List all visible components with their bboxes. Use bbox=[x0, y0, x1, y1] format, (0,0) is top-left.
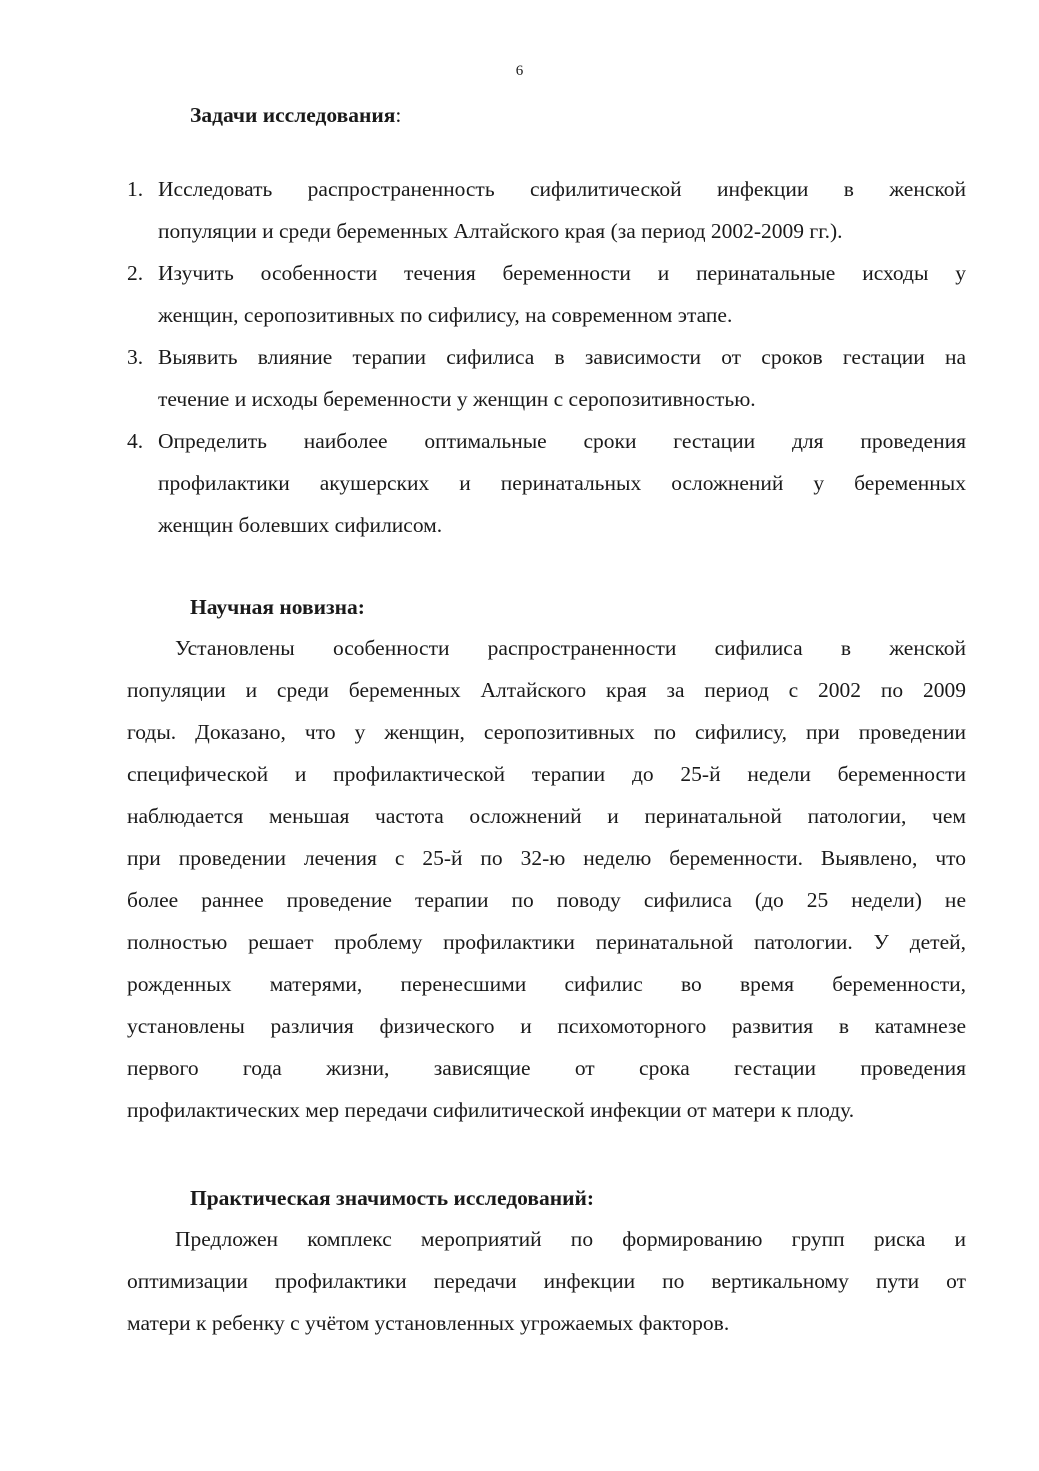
task-line: женщин, серопозитивных по сифилису, на современном этапе. bbox=[158, 303, 733, 327]
task-number: 3. bbox=[127, 345, 144, 369]
paragraph-line: полностью решает проблему профилактики перинатальной патологии. У детей, bbox=[127, 930, 966, 954]
task-number: 4. bbox=[127, 429, 144, 453]
task-number: 1. bbox=[127, 177, 144, 201]
novelty-heading: Научная новизна: bbox=[190, 595, 365, 619]
task-text bbox=[158, 168, 966, 252]
paragraph-line: матери к ребенку с учётом установленных угрожаемых факторов. bbox=[127, 1311, 730, 1335]
novelty-paragraph bbox=[127, 627, 966, 1131]
paragraph-line: наблюдается меньшая частота осложнений и перинатальной патологии, чем bbox=[127, 804, 966, 828]
task-item-1 bbox=[127, 168, 966, 252]
practical-heading: Практическая значимость исследований: bbox=[190, 1186, 595, 1210]
task-line: течение и исходы беременности у женщин с серопозитивностью. bbox=[158, 387, 756, 411]
paragraph-line: первого года жизни, зависящие от срока гестации проведения bbox=[127, 1056, 966, 1080]
task-line: Исследовать распространенность сифилитической инфекции в женской bbox=[158, 177, 966, 201]
paragraph-line: оптимизации профилактики передачи инфекции по вертикальному пути от bbox=[127, 1269, 966, 1293]
task-text bbox=[158, 336, 966, 420]
task-text bbox=[158, 252, 966, 336]
tasks-heading-text: Задачи исследования bbox=[190, 103, 396, 127]
paragraph-line: профилактических мер передачи сифилитической инфекции от матери к плоду. bbox=[127, 1098, 855, 1122]
task-line: Определить наиболее оптимальные сроки гестации для проведения bbox=[158, 429, 966, 453]
paragraph-line: годы. Доказано, что у женщин, серопозитивных по сифилису, при проведении bbox=[127, 720, 966, 744]
task-line: Изучить особенности течения беременности и перинатальные исходы у bbox=[158, 261, 966, 285]
practical-paragraph bbox=[127, 1218, 966, 1344]
tasks-list bbox=[127, 168, 966, 546]
tasks-heading-suffix: : bbox=[395, 103, 402, 127]
task-item-3 bbox=[127, 336, 966, 420]
paragraph-line: более раннее проведение терапии по поводу сифилиса (до 25 недели) не bbox=[127, 888, 966, 912]
paragraph-line: рожденных матерями, перенесшими сифилис во время беременности, bbox=[127, 972, 966, 996]
task-item-2 bbox=[127, 252, 966, 336]
task-line: Выявить влияние терапии сифилиса в зависимости от сроков гестации на bbox=[158, 345, 966, 369]
task-number: 2. bbox=[127, 261, 144, 285]
task-line: женщин болевших сифилисом. bbox=[158, 513, 443, 537]
paragraph-line: специфической и профилактической терапии до 25-й недели беременности bbox=[127, 762, 966, 786]
task-item-4 bbox=[127, 420, 966, 546]
task-line: профилактики акушерских и перинатальных осложнений у беременных bbox=[158, 471, 966, 495]
paragraph-line: при проведении лечения с 25-й по 32-ю неделю беременности. Выявлено, что bbox=[127, 846, 966, 870]
paragraph-line: установлены различия физического и психомоторного развития в катамнезе bbox=[127, 1014, 966, 1038]
page-number: 6 bbox=[515, 63, 524, 79]
task-text bbox=[158, 420, 966, 546]
tasks-heading bbox=[190, 100, 401, 130]
paragraph-line: популяции и среди беременных Алтайского края за период с 2002 по 2009 bbox=[127, 678, 966, 702]
paragraph-line: Установлены особенности распространенности сифилиса в женской bbox=[175, 636, 966, 660]
paragraph-line: Предложен комплекс мероприятий по формированию групп риска и bbox=[175, 1227, 966, 1251]
task-line: популяции и среди беременных Алтайского края (за период 2002-2009 гг.). bbox=[158, 219, 843, 243]
